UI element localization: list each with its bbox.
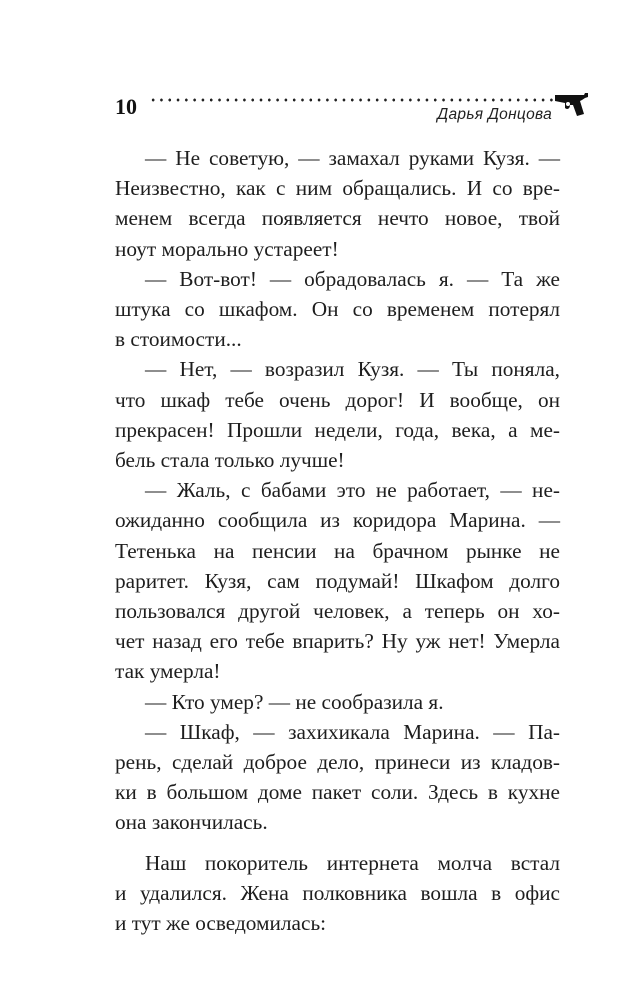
text-line: — Кто умер? — не сообразила я. [145, 689, 444, 714]
text-line: бель стала только лучше! [115, 448, 345, 473]
text-line: что шкаф тебе очень дорог! И вообще, он [115, 387, 560, 412]
text-line: и удалился. Жена полковника вошла в офис [115, 880, 560, 905]
revolver-icon [554, 92, 590, 118]
text-line: — Вот-вот! — обрадовалась я. — Та же [145, 266, 560, 291]
text-line: ки в большом доме пакет соли. Здесь в кухне [115, 780, 560, 805]
author-name: Дарья Донцова [437, 106, 552, 123]
running-header [115, 92, 590, 132]
paragraph-2 [115, 264, 560, 355]
text-line: ноут морально устареет! [115, 236, 339, 261]
paragraph-7 [115, 848, 560, 939]
text-line: раритет. Кузя, сам подумай! Шкафом долго [115, 568, 560, 593]
text-line: Наш покоритель интернета молча встал [145, 850, 560, 875]
text-line: Неизвестно, как с ним обращались. И со вре- [115, 176, 560, 201]
paragraph-6 [115, 717, 560, 838]
text-line: ожиданно сообщила из коридора Марина. — [115, 508, 560, 533]
text-line: — Не советую, — замахал руками Кузя. — [145, 146, 560, 170]
text-line: — Нет, — возразил Кузя. — Ты поняла, [145, 357, 560, 382]
text-line: штука со шкафом. Он со временем потерял [115, 297, 560, 322]
text-line: прекрасен! Прошли недели, года, века, а ме- [115, 417, 560, 442]
book-text [115, 143, 560, 938]
text-line: — Шкаф, — захихикала Марина. — Па- [145, 719, 560, 744]
dotted-leader [149, 98, 564, 102]
text-line: так умерла! [115, 659, 221, 684]
paragraph-3 [115, 354, 560, 475]
text-line: она закончилась. [115, 810, 268, 835]
text-line: рень, сделай доброе дело, принеси из кладов- [115, 750, 560, 775]
paragraph-4 [115, 475, 560, 686]
text-line: и тут же осведомилась: [115, 911, 327, 936]
text-line: чет назад его тебе впарить? Ну уж нет! Умерла [115, 629, 560, 654]
paragraph-1 [115, 143, 560, 264]
text-line: в стоимости... [115, 327, 242, 352]
text-line: — Жаль, с бабами это не работает, — не- [145, 478, 560, 503]
page-number: 10 [115, 94, 137, 119]
text-line: Тетенька на пенсии на брачном рынке не [115, 538, 560, 563]
text-line: пользовался другой человек, а теперь он хо- [115, 599, 560, 624]
text-line: менем всегда появляется нечто новое, твой [115, 206, 560, 231]
paragraph-5 [115, 687, 560, 717]
